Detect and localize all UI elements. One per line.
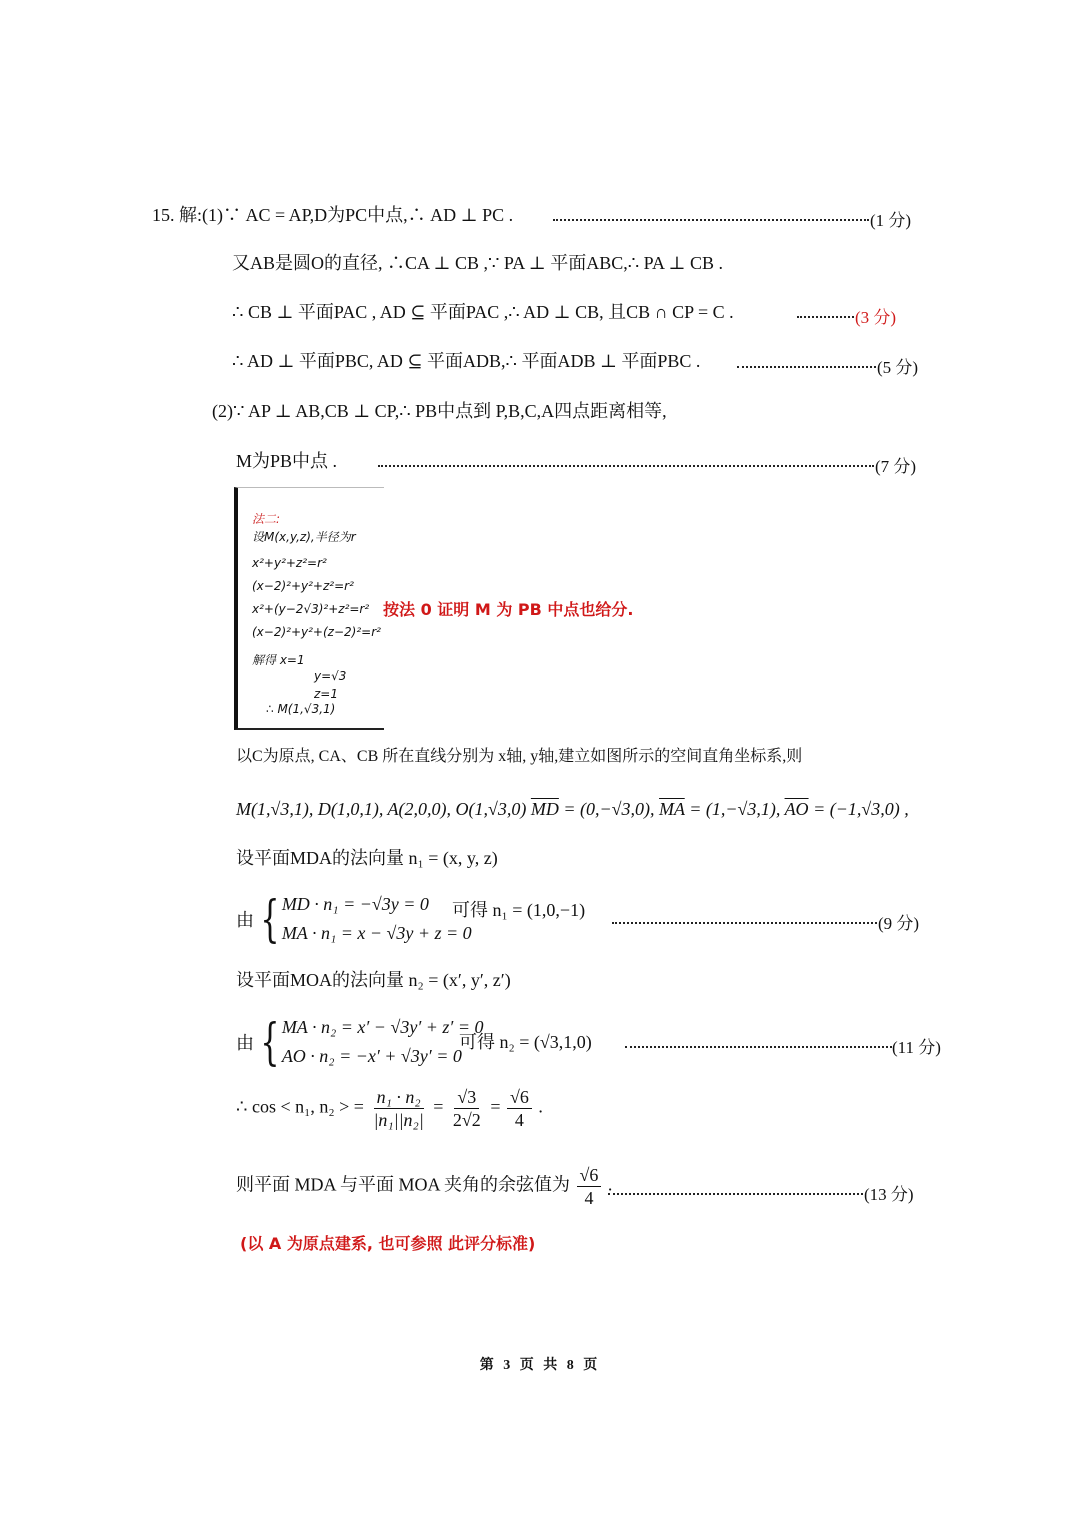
- solution-line-3: ∴ CB ⊥ 平面PAC , AD ⊆ 平面PAC ,∴ AD ⊥ CB, 且CB ∩ CP = C .: [232, 302, 734, 322]
- equals: =: [490, 1096, 501, 1117]
- denominator: 4: [584, 1188, 594, 1208]
- normal-vector-1-result: 可得 n₁ = (1,0,−1): [452, 900, 586, 920]
- equation: AO · n₂ = −x′ + √3y′ = 0: [281, 1046, 462, 1066]
- vector-md-value: = (0,−√3,0),: [558, 799, 660, 819]
- coordinate-setup: 以C为原点, CA、CB 所在直线分别为 x轴, y轴,建立如图所示的空间直角坐标系,则: [236, 748, 803, 765]
- score-1: (1 分): [870, 211, 912, 230]
- brace-icon: {: [260, 890, 280, 948]
- dot-leader: [553, 219, 869, 221]
- score-13: (13 分): [864, 1185, 914, 1204]
- numerator: √6: [507, 1086, 532, 1109]
- solution-line-4: ∴ AD ⊥ 平面PBC, AD ⊆ 平面ADB,∴ 平面ADB ⊥ 平面PBC .: [232, 351, 701, 371]
- hand-line: 解得 x=1: [252, 653, 305, 667]
- score-5: (5 分): [877, 358, 919, 377]
- solution-line-2: 又AB是圆O的直径, ∴CA ⊥ CB ,∵ PA ⊥ 平面ABC,∴ PA ⊥ CB .: [232, 253, 723, 273]
- points: M(1,√3,1), D(1,0,1), A(2,0,0), O(1,√3,0): [236, 799, 527, 819]
- hand-line: x²+y²+z²=r²: [252, 556, 327, 570]
- hand-line: (x−2)²+y²+z²=r²: [252, 579, 354, 593]
- vector-ma-value: = (1,−√3,1),: [684, 799, 785, 819]
- denominator: 4: [514, 1110, 524, 1130]
- hand-line: x²+(y−2√3)²+z²=r²: [252, 602, 370, 616]
- denominator: 2√2: [452, 1110, 481, 1130]
- coordinate-values: [236, 798, 909, 820]
- solution-line-1: 15. 解:(1)∵ AC = AP,D为PC中点,∴ AD ⊥ PC .: [152, 205, 514, 225]
- dot-leader: [612, 922, 877, 924]
- vector-md: $\overline{MD}$: [530, 799, 559, 819]
- hand-line: ∴ M(1,√3,1): [266, 702, 336, 716]
- dot-leader: [737, 366, 876, 368]
- fraction: [370, 1086, 426, 1131]
- fraction: [577, 1164, 602, 1209]
- cosine-calculation: [236, 1086, 543, 1131]
- dot-leader: [608, 1193, 863, 1195]
- page-footer: 第 3 页 共 8 页: [479, 1358, 601, 1373]
- by-label: 由: [236, 1033, 254, 1053]
- hand-line: y=√3: [314, 669, 347, 683]
- numerator: n₁ · n₂: [374, 1086, 424, 1109]
- equation-system-2: [236, 1013, 484, 1071]
- grading-note: 按法 0 证明 M 为 PB 中点也给分.: [383, 600, 634, 619]
- fraction: [450, 1086, 484, 1131]
- equation-system-1: [236, 890, 472, 948]
- alternative-grading-note: (以 A 为原点建系, 也可参照 此评分标准): [240, 1234, 536, 1253]
- dot-leader: [625, 1046, 892, 1048]
- equals: =: [433, 1096, 444, 1117]
- fraction: [507, 1086, 532, 1131]
- vector-ma: $\overline{MA}$: [659, 799, 685, 819]
- handwritten-alternative-solution: [234, 487, 384, 730]
- dot-leader: [797, 316, 854, 318]
- by-label: 由: [236, 910, 254, 930]
- normal-vector-2-setup: 设平面MOA的法向量 n₂ = (x′, y′, z′): [236, 970, 511, 990]
- normal-vector-1-setup: 设平面MDA的法向量 n₁ = (x, y, z): [236, 848, 498, 868]
- brace-icon: {: [260, 1013, 280, 1071]
- normal-vector-2-result: 可得 n₂ = (√3,1,0): [459, 1032, 592, 1052]
- conclusion: [236, 1164, 612, 1209]
- score-11: (11 分): [892, 1038, 941, 1057]
- hand-line: z=1: [314, 687, 338, 701]
- numerator: √3: [454, 1086, 479, 1109]
- equation: MD · n₁ = −√3y = 0: [281, 894, 429, 914]
- dot-leader: [378, 465, 874, 467]
- hand-line: 设M(x,y,z),半径为r: [252, 530, 356, 544]
- score-3: (3 分): [855, 308, 897, 327]
- hand-line: (x−2)²+y²+(z−2)²=r²: [252, 625, 381, 639]
- vector-ao-value: = (−1,√3,0) ,: [808, 799, 909, 819]
- period: .: [538, 1096, 543, 1117]
- solution-line-5: (2)∵ AP ⊥ AB,CB ⊥ CP,∴ PB中点到 P,B,C,A四点距离相等,: [212, 401, 667, 421]
- denominator: |n₁||n₂|: [373, 1110, 424, 1130]
- equation: MA · n₁ = x − √3y + z = 0: [281, 923, 472, 943]
- score-9: (9 分): [878, 914, 920, 933]
- hand-line: 法二:: [252, 512, 281, 526]
- period: .: [607, 1174, 613, 1195]
- numerator: √6: [577, 1164, 602, 1187]
- conclusion-text: 则平面 MDA 与平面 MOA 夹角的余弦值为: [236, 1174, 571, 1195]
- vector-ao: $\overline{AO}$: [784, 799, 809, 819]
- score-7: (7 分): [875, 457, 917, 476]
- equation: MA · n₂ = x′ − √3y′ + z′ = 0: [281, 1017, 484, 1037]
- solution-line-6: M为PB中点 .: [236, 451, 338, 471]
- cosine-prefix: ∴ cos < n₁, n₂ > =: [236, 1096, 364, 1117]
